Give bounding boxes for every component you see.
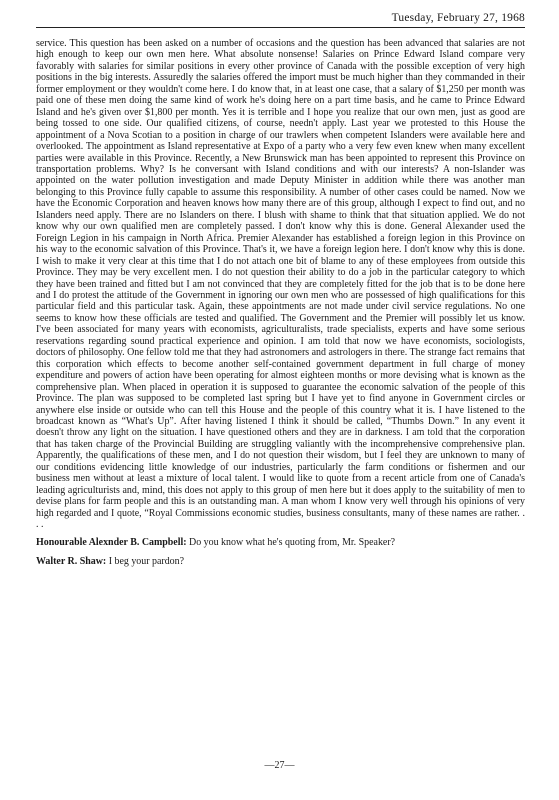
- speech-campbell: [36, 537, 525, 548]
- speech-shaw: [36, 556, 525, 567]
- page-number: —27—: [264, 760, 295, 771]
- speaker-name: Walter R. Shaw:: [36, 555, 107, 567]
- speaker-name: Honourable Alexnder B. Campbell:: [36, 537, 187, 549]
- body-paragraph: service. This question has been asked on a number of occasions and the question has been advanced that salaries are not high enough to keep our own men here. What absolute nonsense! Salaries on Prince Edward Island compare very favorably with salaries for similar positions in every other province of Canada with the possible exception of very high positions in the big interests. Assuredly the salaries offered the import must be much higher than they commanded in their former employment or they wouldn't come here. I do know that, in at least one case, that a salary of $1,250 per month was paid one of these men doing the same kind of work he's doing here on a part time basis, and he came to Prince Edward Island and he's given over $1,800 per month. Yes it is terrible and I hope you realize that our own men, just as good are being tossed to one side. Our qualified citizens, of course, needn't apply. Last year we protested to this House the appointment of a Nova Scotian to a position in charge of our trawlers when competent Islanders were available here and overlooked. The appointment as Island representative at Expo of a party who a very few even knew when many excellent parties were available in this Province. Recently, a New Brunswick man has been appointed to represent this Province on transportation problems. Why? Is he conversant with Island conditions and with our interests? A non-Islander was appointed on the water pollution investigation and made Deputy Minister in addition while there was another man belonging to this Province fully capable to assume this responsibility. A number of other cases could be named. Now we have the Economic Corporation and heaven knows how many there are of this group, although I expect to find out, and no Islanders need apply. There are no Islanders on there. I blush with shame to think that that situation applied. We do not know why our own qualified men are completely passed. I don't know why this is done. General Alexander used the Foreign Legion in his campaign in North Africa. Premier Alexander has established a foreign legion in this Province on his way to the economic salvation of this Province. That's it, we have a foreign legion here. I don't know why this is done. I wish to make it very clear at this time that I do not attach one bit of blame to any of these employees from outside this Province. They may be very excellent men. I do not question their ability to do a job in the particular category to which they have been trained and fitted but I am not convinced that they are completely fitted for the job that is to be done here and I do protest the attitude of the Government in ignoring our own men who are possessed of high qualifications for this particular field and this particular task. Again, these appointments are not made under civil service regulations. No one seems to know how these officials are tested and qualified. The Government and the Premier will possibly let us know. I've been associated for many years with economists, agriculturalists, trade specialists, experts and have some serious reservations regarding sound practical experience and opinion. I am told that now we have economists, sociologists, doctors of philosophy. One fellow told me that they had astronomers and astrologers in there. The strange fact remains that this corporation which effects to become another self-contained government department in full charge of money expenditure and powers of action have been operating for almost eighteen months or more devising what is known as the comprehensive plan. When placed in operation it is supposed to guarantee the economic salvation of the people of this Province. The plan was supposed to be completed last spring but I have yet to find anyone in Government circles or anywhere else inside or outside who can tell this House and the people of this country what it is. I have listened to the broadcast known as “What's Up”. After having listened I think it should be called, “Thumbs Down.” In any event it doesn't throw any light on the situation. I have questioned others and they are in darkness. I am told that the corporation that has taken charge of the Provincial Building are struggling valiantly with the incomprehensive comprehensive plan. Apparently, the qualifications of these men, and I do not question their wisdom, but I feel they are unknown to many of our conditions evidencing little knowledge of our industries, particularly the farm conditions or fishermen and our business men without at least a mixture of local talent. I would like to quote from a recent article from one of Canada's leading agriculturists and, mind, this does not apply to this group of men here but it does apply to the suitability of men to devise plans for farm people and this is an outstanding man. A man whom I know very well through his opinions of very high regarded and I quote, “Royal Commissions economic studies, business consultants, many of these names are rather. . . .: [36, 38, 525, 531]
- page-header: [36, 12, 525, 28]
- speech-text: I beg your pardon?: [106, 555, 185, 567]
- speech-text: Do you know what he's quoting from, Mr. Speaker?: [186, 537, 396, 549]
- page-date: Tuesday, February 27, 1968: [391, 12, 525, 24]
- document-body: [36, 38, 525, 567]
